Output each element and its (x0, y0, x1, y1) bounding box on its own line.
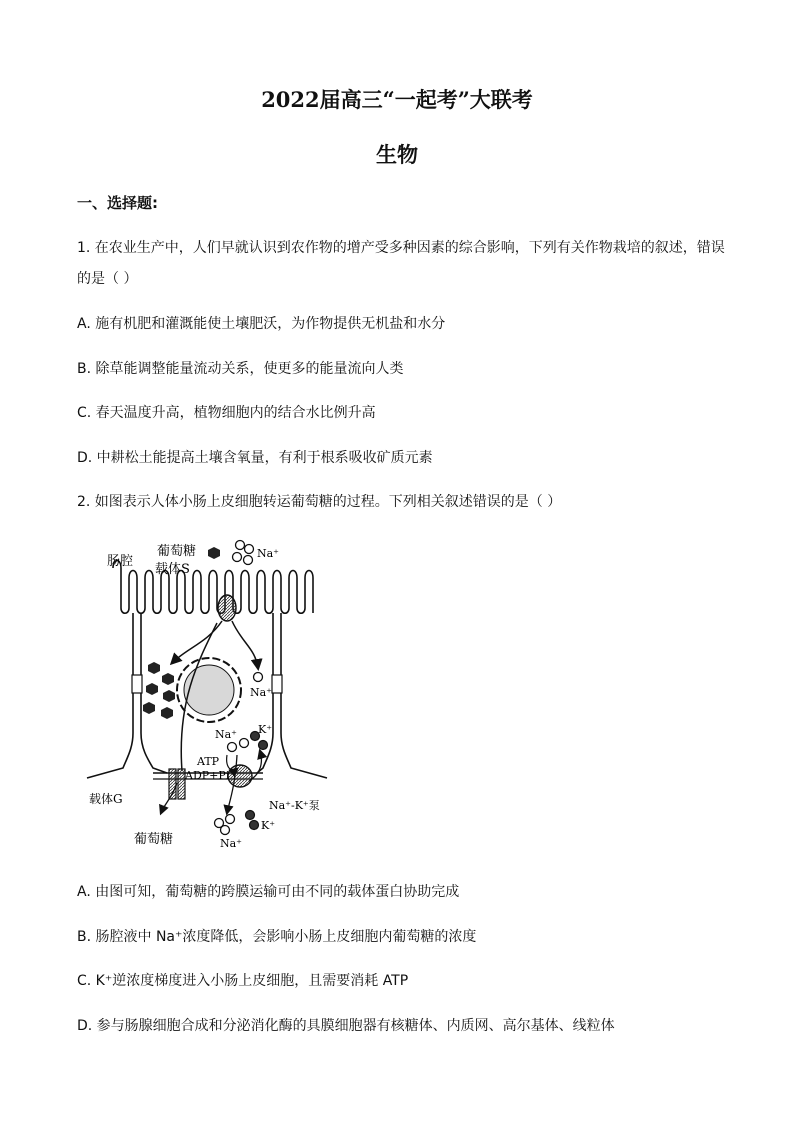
right-lateral-membrane-outer (281, 613, 327, 778)
glucose-top (208, 547, 220, 559)
na-k-pump (228, 765, 252, 787)
q2-option-c: C. K⁺逆浓度梯度进入小肠上皮细胞，且需要消耗 ATP (77, 973, 409, 989)
carrier-g-2 (178, 769, 185, 799)
arrow-na-in (232, 621, 258, 668)
label-pump: Na⁺-K⁺泵 (269, 799, 320, 812)
q1-stem-line2: 的是（ ） (77, 271, 138, 287)
carrier-s (218, 595, 236, 621)
q2-option-d: D. 参与肠腺细胞合成和分泌消化酶的具膜细胞器有核糖体、内质网、高尔基体、线粒体 (77, 1018, 615, 1034)
label-na-pump-in: Na⁺ (215, 728, 237, 741)
na-inside-circle (254, 673, 263, 682)
label-k-pump-in: K⁺ (258, 723, 273, 736)
apical-membrane (113, 561, 313, 614)
q1-stem-line1: 1. 在农业生产中，人们早就认识到农作物的增产受多种因素的综合影响，下列有关作物栽培的叙述，错误 (77, 240, 725, 256)
glucose-in-1 (148, 662, 160, 674)
glucose-in-3 (146, 683, 158, 695)
na-top-1 (236, 541, 245, 550)
q1-option-d: D. 中耕松土能提高土壤含氧量，有利于根系吸收矿质元素 (77, 450, 433, 466)
label-k-bottom: K⁺ (261, 819, 276, 832)
section-heading: 一、选择题: (77, 194, 158, 212)
glucose-in-4 (163, 690, 175, 702)
glucose-in-6 (161, 707, 173, 719)
na-pump-in-1 (228, 743, 237, 752)
label-glucose-bottom: 葡萄糖 (134, 832, 174, 847)
label-atp: ATP (197, 755, 220, 768)
label-na-top: Na⁺ (257, 547, 279, 560)
left-lateral-membrane (87, 613, 133, 778)
label-carrier-s: 载体S (155, 562, 190, 577)
tight-junction-left (132, 675, 142, 693)
na-top-3 (233, 553, 242, 562)
glucose-in-2 (162, 673, 174, 685)
paper-title: 2022届高三“一起考”大联考 (261, 87, 533, 112)
k-bottom-1 (246, 811, 255, 820)
label-adp: ADP+Pi (185, 769, 230, 782)
q1-option-a: A. 施有机肥和灌溉能使土壤肥沃，为作物提供无机盐和水分 (77, 316, 446, 332)
q2-stem: 2. 如图表示人体小肠上皮细胞转运葡萄糖的过程。下列相关叙述错误的是（ ） (77, 494, 562, 510)
na-pump-in-2 (240, 739, 249, 748)
cell-transport-figure (77, 533, 337, 858)
na-top-2 (245, 545, 254, 554)
q1-option-c: C. 春天温度升高，植物细胞内的结合水比例升高 (77, 405, 376, 421)
label-na-bottom: Na⁺ (220, 837, 242, 850)
k-pump-in-2 (259, 741, 268, 750)
tight-junction-right (272, 675, 282, 693)
nucleus (184, 665, 234, 715)
label-lumen: 肠腔 (107, 554, 134, 569)
q2-option-a: A. 由图可知，葡萄糖的跨膜运输可由不同的载体蛋白协助完成 (77, 884, 460, 900)
na-top-4 (244, 556, 253, 565)
k-bottom-2 (250, 821, 259, 830)
label-na-inside: Na⁺ (250, 686, 272, 699)
label-glucose-top: 葡萄糖 (157, 544, 197, 559)
subject-title: 生物 (376, 142, 418, 167)
q2-option-b: B. 肠腔液中 Na⁺浓度降低，会影响小肠上皮细胞内葡萄糖的浓度 (77, 929, 477, 945)
glucose-in-5 (143, 702, 155, 714)
label-carrier-g: 载体G (89, 792, 123, 806)
q1-option-b: B. 除草能调整能量流动关系，使更多的能量流向人类 (77, 361, 404, 377)
na-bottom-2 (226, 815, 235, 824)
na-bottom-3 (221, 826, 230, 835)
